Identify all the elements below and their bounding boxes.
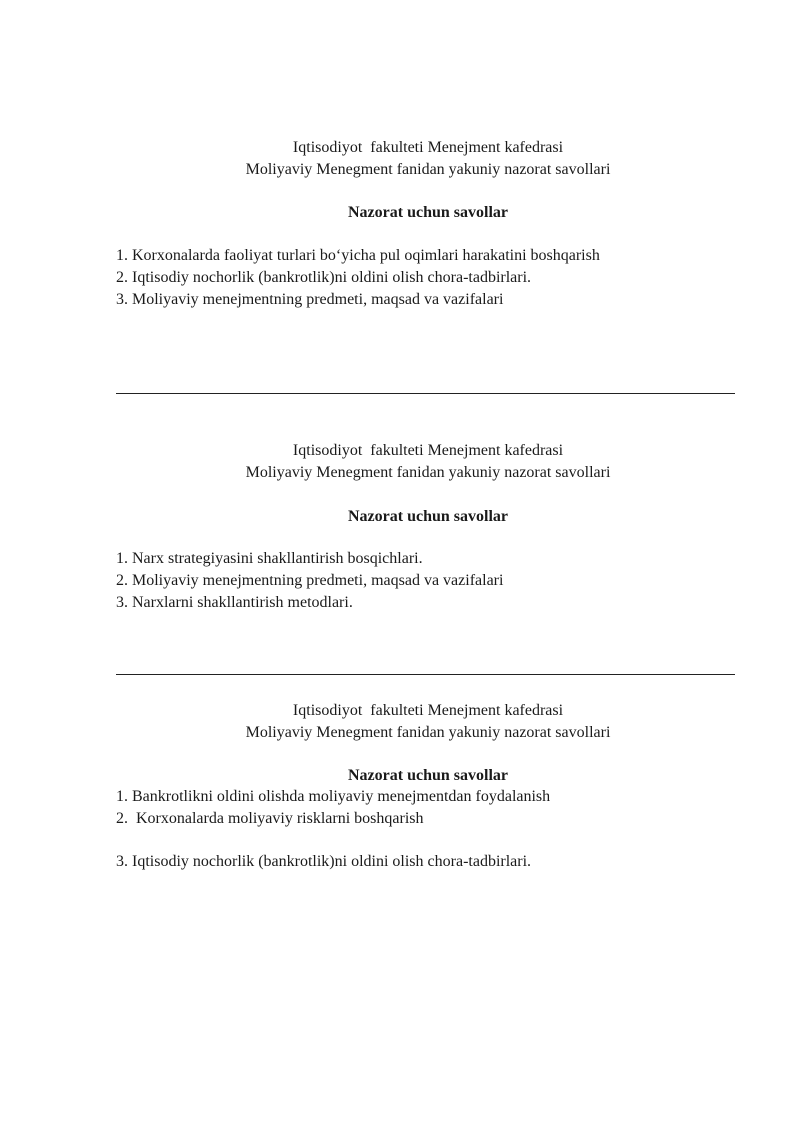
ticket3-question-1: 1. Bankrotlikni oldini olishda moliyaviy menejmentdan foydalanish <box>116 788 551 805</box>
ticket1-faculty-title: Iqtisodiyot fakulteti Menejment kafedrasi <box>292 139 564 156</box>
ticket3-heading: Nazorat uchun savollar <box>348 767 508 784</box>
ticket1-question-3: 3. Moliyaviy menejmentning predmeti, maqsad va vazifalari <box>116 291 504 308</box>
ticket1-question-1: 1. Korxonalarda faoliyat turlari bo‘yicha pul oqimlari harakatini boshqarish <box>116 247 600 264</box>
ticket3-faculty-title: Iqtisodiyot fakulteti Menejment kafedrasi <box>292 702 564 719</box>
ticket2-question-1: 1. Narx strategiyasini shakllantirish bosqichlari. <box>116 550 423 567</box>
ticket1-heading: Nazorat uchun savollar <box>348 204 508 221</box>
ticket2-faculty-title: Iqtisodiyot fakulteti Menejment kafedrasi <box>292 442 564 459</box>
ticket-separator-1 <box>116 393 735 394</box>
ticket1-subject-title: Moliyaviy Menegment fanidan yakuniy nazorat savollari <box>245 161 611 178</box>
ticket3-subject-title: Moliyaviy Menegment fanidan yakuniy nazorat savollari <box>245 724 611 741</box>
ticket2-subject-title: Moliyaviy Menegment fanidan yakuniy nazorat savollari <box>245 464 611 481</box>
ticket3-question-3: 3. Iqtisodiy nochorlik (bankrotlik)ni oldini olish chora-tadbirlari. <box>116 853 532 870</box>
ticket2-question-3: 3. Narxlarni shakllantirish metodlari. <box>116 594 353 611</box>
ticket2-heading: Nazorat uchun savollar <box>348 508 508 525</box>
ticket-separator-2 <box>116 674 735 675</box>
ticket3-question-2: 2. Korxonalarda moliyaviy risklarni boshqarish <box>116 810 424 827</box>
ticket2-question-2: 2. Moliyaviy menejmentning predmeti, maqsad va vazifalari <box>116 572 504 589</box>
ticket1-question-2: 2. Iqtisodiy nochorlik (bankrotlik)ni oldini olish chora-tadbirlari. <box>116 269 532 286</box>
